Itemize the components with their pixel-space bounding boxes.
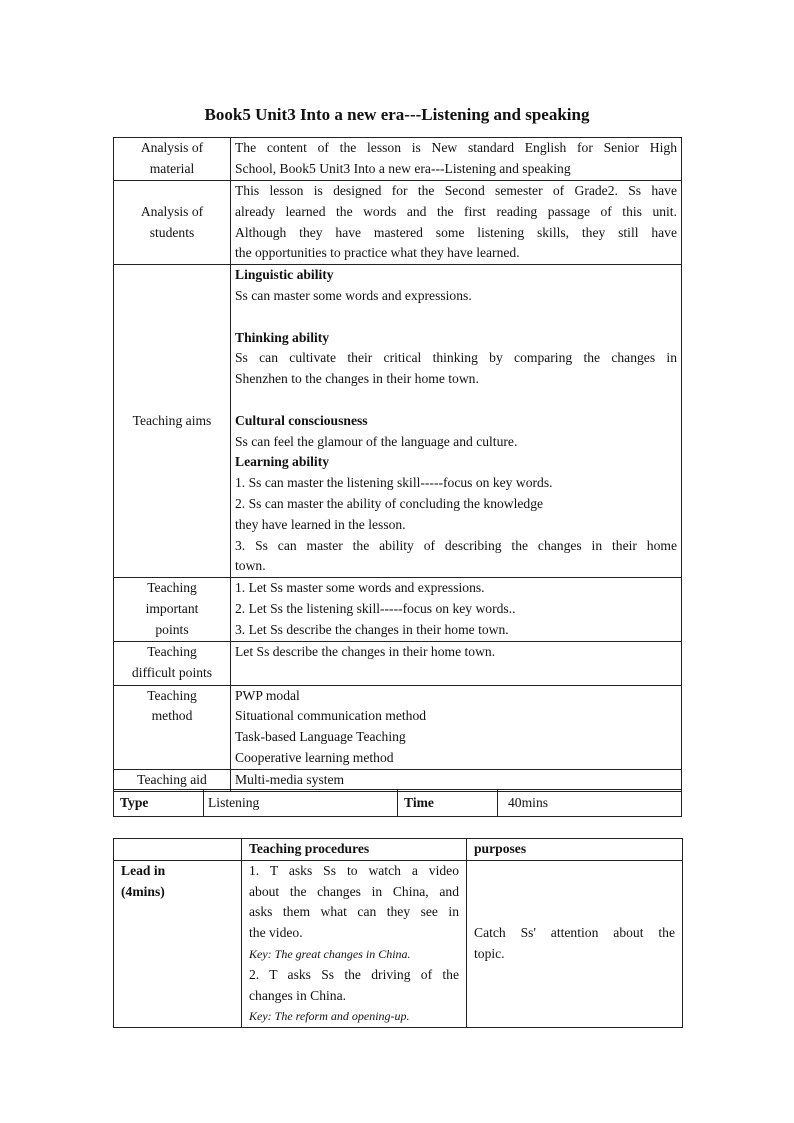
answer-key: Key: The great changes in China.	[249, 946, 411, 961]
subheading: Learning ability	[235, 454, 330, 470]
label-text: Teaching	[147, 687, 197, 703]
label-text: method	[151, 708, 193, 724]
row-analysis-material	[114, 138, 682, 181]
text-line: topic.	[474, 945, 505, 961]
text-line: 2. T asks Ss the driving of the	[249, 966, 459, 982]
content	[231, 265, 682, 578]
stage	[114, 860, 242, 1027]
label-text: Analysis of	[140, 203, 204, 219]
row-analysis-students	[114, 181, 682, 265]
text-line: the video.	[249, 925, 303, 941]
table-row	[114, 860, 683, 1027]
label: Teaching aims	[114, 265, 231, 578]
content: Multi-media system	[231, 769, 682, 791]
text-line: 3. Ss can master the ability of describing the changes in their home	[235, 537, 677, 553]
row-important-points	[114, 578, 682, 641]
type-label: Type	[120, 794, 149, 810]
text-line: Cooperative learning method	[235, 749, 394, 765]
text-line: the opportunities to practice what they have learned.	[235, 245, 520, 261]
header-stage	[114, 839, 242, 861]
type-time-table	[113, 789, 682, 817]
text-line: Catch Ss' attention about the	[474, 925, 675, 941]
subheading: Linguistic ability	[235, 267, 334, 283]
text-line: 2. Let Ss the listening skill-----focus on key words..	[235, 600, 516, 616]
label: Teaching aid	[114, 769, 231, 791]
row-teaching-aims	[114, 265, 682, 578]
text-line: asks them what can they see in	[249, 904, 459, 920]
text-line: 2. Ss can master the ability of concluding the knowledge	[235, 495, 544, 511]
purpose	[467, 860, 683, 1027]
content	[231, 578, 682, 641]
text-line: PWP modal	[235, 687, 300, 703]
row-teaching-aid	[114, 769, 682, 791]
text-line: School, Book5 Unit3 Into a new era---Listening and speaking	[235, 160, 571, 176]
label	[114, 138, 231, 181]
text-line: The content of the lesson is New standard English for Senior High	[235, 140, 677, 155]
text-line: town.	[235, 558, 266, 574]
text-line: Ss can feel the glamour of the language and culture.	[235, 433, 518, 449]
text-line: 1. Ss can master the listening skill-----focus on key words.	[235, 475, 553, 491]
text-line: changes in China.	[249, 987, 347, 1003]
stage-time: (4mins)	[121, 883, 165, 899]
header-purposes: purposes	[467, 839, 683, 861]
label-text: Analysis of	[140, 140, 204, 156]
label-text: important	[145, 600, 199, 616]
text-line: 3. Let Ss describe the changes in their home town.	[235, 621, 509, 637]
row-difficult-points	[114, 641, 682, 685]
content: Let Ss describe the changes in their home town.	[231, 641, 682, 685]
label	[114, 181, 231, 265]
label-text: difficult points	[131, 665, 213, 681]
label	[114, 578, 231, 641]
text-line: already learned the words and the first reading passage of this unit.	[235, 203, 677, 219]
subheading: Thinking ability	[235, 329, 330, 345]
page-title: Book5 Unit3 Into a new era---Listening and speaking	[204, 105, 590, 124]
row-teaching-method	[114, 685, 682, 769]
content	[231, 685, 682, 769]
answer-key: Key: The reform and opening-up.	[249, 1009, 410, 1024]
content	[231, 181, 682, 265]
time-value: 40mins	[498, 790, 682, 817]
subheading: Cultural consciousness	[235, 412, 368, 428]
procedures-table	[113, 838, 683, 1028]
text-line: Shenzhen to the changes in their home town.	[235, 371, 479, 387]
text-line: Ss can cultivate their critical thinking by comparing the changes in	[235, 350, 677, 366]
procedure	[242, 860, 467, 1027]
header-procedures: Teaching procedures	[242, 839, 467, 861]
text-line: Ss can master some words and expressions.	[235, 287, 472, 303]
label-text: students	[149, 224, 195, 240]
header-row	[114, 839, 683, 861]
label-text: Teaching	[147, 580, 197, 596]
text-line: Situational communication method	[235, 708, 427, 724]
label-text: Teaching	[147, 644, 197, 660]
text-line: about the changes in China, and	[249, 883, 459, 899]
content	[231, 138, 682, 181]
stage-name: Lead in	[121, 862, 166, 878]
time-label: Time	[404, 794, 434, 810]
text-line: This lesson is designed for the Second semester of Grade2. Ss have	[235, 183, 677, 198]
label	[114, 641, 231, 685]
type-value: Listening	[204, 790, 398, 817]
label-text: material	[149, 161, 195, 176]
label-text: points	[155, 621, 189, 637]
text-line: Although they have mastered some listening skills, they still have	[235, 224, 677, 240]
text-line: they have learned in the lesson.	[235, 516, 406, 532]
label	[114, 685, 231, 769]
text-line: 1. T asks Ss to watch a video	[249, 862, 459, 878]
lesson-info-table	[113, 137, 682, 792]
text-line: Task-based Language Teaching	[235, 729, 406, 745]
text-line: 1. Let Ss master some words and expressions.	[235, 580, 485, 596]
